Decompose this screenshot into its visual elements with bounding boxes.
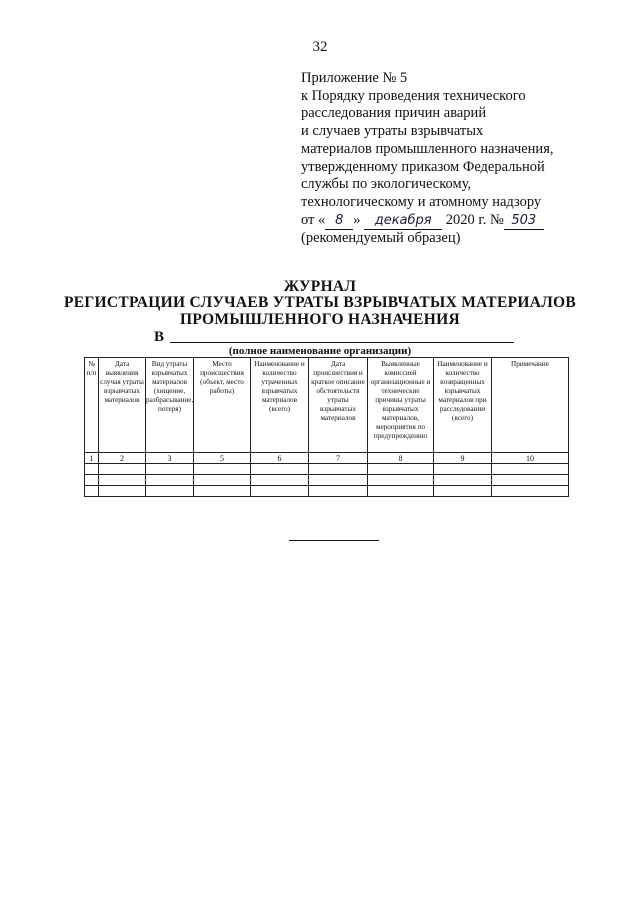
column-number: 3 — [146, 453, 194, 464]
journal-title: ЖУРНАЛ — [283, 278, 357, 295]
journal-table — [84, 357, 569, 497]
appendix-line: и случаев утраты взрывчатых — [301, 123, 484, 140]
date-prefix: от « — [301, 211, 326, 228]
table-row — [85, 486, 569, 497]
organization-caption: (полное наименование организации) — [228, 345, 412, 357]
column-number: 1 — [85, 453, 99, 464]
column-number: 7 — [309, 453, 368, 464]
table-row — [85, 475, 569, 486]
header-cell: Место происшествия (объект, место работы) — [194, 358, 251, 453]
order-date-line — [301, 212, 601, 231]
table-cell — [492, 486, 569, 497]
column-number-row — [85, 453, 569, 464]
table-cell — [146, 464, 194, 475]
journal-subtitle: РЕГИСТРАЦИИ СЛУЧАЕВ УТРАТЫ ВЗРЫВЧАТЫХ МАТЕРИАЛОВ — [63, 294, 577, 311]
column-number: 9 — [434, 453, 492, 464]
date-mid: » — [353, 211, 361, 228]
appendix-line: технологическому и атомному надзору — [301, 193, 542, 210]
table-cell — [146, 486, 194, 497]
table-cell — [251, 464, 309, 475]
table-cell — [194, 464, 251, 475]
header-cell: Наименование и количество утраченных взрывчатых материалов (всего) — [251, 358, 309, 453]
column-number: 5 — [194, 453, 251, 464]
appendix-line: к Порядку проведения технического — [301, 87, 526, 104]
header-cell: Наименование и количество возвращенных взрывчатых материалов при расследовании (всего) — [434, 358, 492, 453]
closing-divider — [289, 540, 379, 541]
table-cell — [85, 486, 99, 497]
header-cell: Выявленные комиссией организационные и технические причины утраты взрывчатых материалов, мероприятия по предупреждению — [368, 358, 434, 453]
table-cell — [434, 464, 492, 475]
appendix-line: Приложение № 5 — [301, 70, 408, 86]
header-row — [85, 358, 569, 453]
header-cell: № п/п — [85, 358, 99, 453]
table-cell — [85, 475, 99, 486]
table-cell — [146, 475, 194, 486]
organization-row — [154, 329, 514, 345]
table-cell — [99, 464, 146, 475]
appendix-line: службы по экологическому, — [301, 176, 472, 193]
column-number: 6 — [251, 453, 309, 464]
table-cell — [368, 486, 434, 497]
table-cell — [368, 464, 434, 475]
table-cell — [492, 464, 569, 475]
column-number: 10 — [492, 453, 569, 464]
table-cell — [309, 464, 368, 475]
table-cell — [434, 486, 492, 497]
header-cell: Вид утраты взрывчатых материалов (хищение, разбрасывание, потеря) — [146, 358, 194, 453]
journal-subtitle-2: ПРОМЫШЛЕННОГО НАЗНАЧЕНИЯ — [180, 311, 460, 328]
order-number: 503 — [504, 212, 544, 231]
table-cell — [194, 475, 251, 486]
column-number: 2 — [99, 453, 146, 464]
table-cell — [99, 475, 146, 486]
header-cell: Дата выявления случая утраты взрывчатых материалов — [99, 358, 146, 453]
organization-prefix: В — [154, 329, 165, 345]
appendix-line: расследования причин аварий — [301, 105, 487, 122]
table-cell — [251, 475, 309, 486]
sample-note: (рекомендуемый образец) — [301, 230, 461, 247]
appendix-line: утвержденному приказом Федеральной — [301, 158, 545, 175]
page-number: 32 — [312, 39, 328, 55]
appendix-block — [301, 70, 601, 248]
column-number: 8 — [368, 453, 434, 464]
table-cell — [194, 486, 251, 497]
table-cell — [434, 475, 492, 486]
appendix-line: материалов промышленного назначения, — [301, 140, 554, 157]
table-cell — [251, 486, 309, 497]
table-cell — [99, 486, 146, 497]
order-year: 2020 г. № — [445, 211, 504, 228]
table-row — [85, 464, 569, 475]
table-cell — [309, 475, 368, 486]
table-cell — [368, 475, 434, 486]
header-cell: Дата происшествия и краткое описание обстоятельств утраты взрывчатых материалов — [309, 358, 368, 453]
header-cell: Примечание — [492, 358, 569, 453]
table-cell — [309, 486, 368, 497]
order-month: декабря — [364, 212, 442, 231]
table-cell — [492, 475, 569, 486]
organization-fill-line — [170, 342, 514, 343]
table-cell — [85, 464, 99, 475]
order-day: 8 — [325, 212, 353, 231]
